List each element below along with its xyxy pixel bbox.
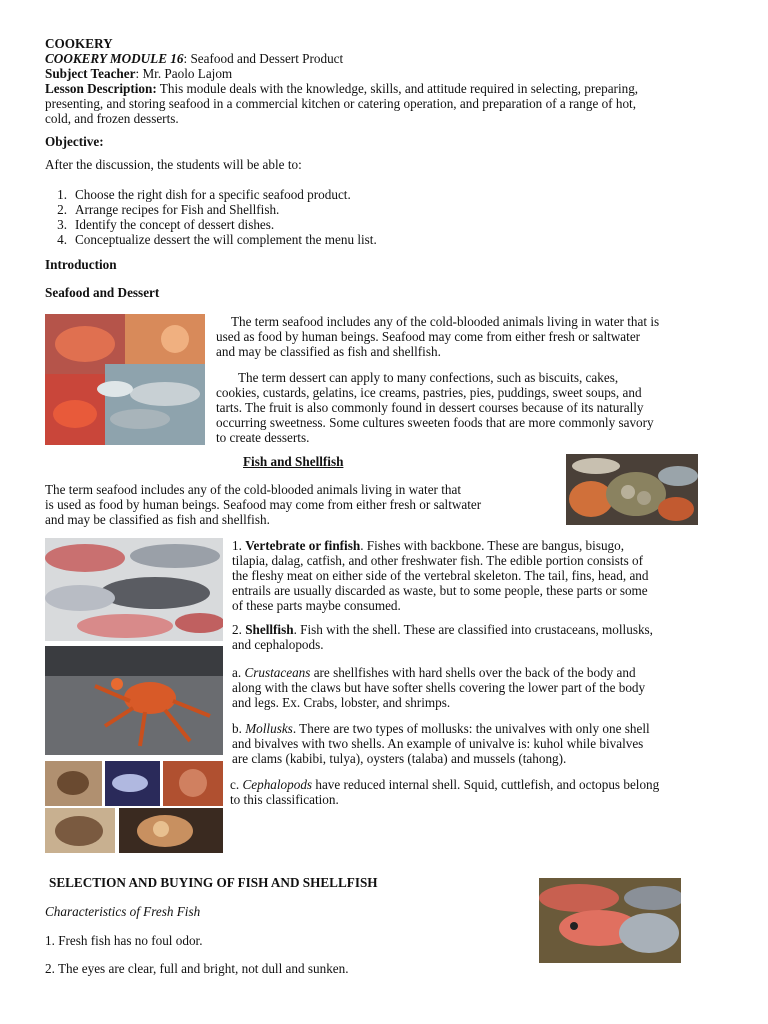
shellfish-platter-image: [566, 454, 698, 525]
module-label: COOKERY MODULE 16: [45, 51, 184, 66]
objective-list: [45, 187, 377, 247]
vertebrate-term: Vertebrate or finfish: [245, 538, 361, 553]
text-line: and may be classified as fish and shellfish.: [45, 512, 270, 527]
list-item: [45, 202, 377, 217]
lesson-text-2: presenting, and storing seafood in a commercial kitchen or catering operation, and preparation of a range of hot,: [45, 96, 637, 111]
selection-heading: SELECTION AND BUYING OF FISH AND SHELLFISH: [49, 875, 378, 890]
fresh-fish-item-2: 2. The eyes are clear, full and bright, not dull and sunken.: [45, 961, 349, 976]
item-prefix: b.: [232, 721, 242, 736]
cephalopods-term: Cephalopods: [242, 777, 313, 792]
list-number: 3.: [57, 217, 67, 232]
crustaceans-paragraph: [232, 665, 732, 710]
list-item: [45, 187, 377, 202]
seafood-dessert-heading: Seafood and Dessert: [45, 285, 160, 300]
fresh-fish-item-1: 1. Fresh fish has no foul odor.: [45, 933, 203, 948]
text-line: occurring sweetness. Some cultures sweeten foods that are more commonly savory: [216, 415, 654, 430]
text-line: entrails are usually discarded as waste, but to some people, these parts or some: [232, 583, 648, 598]
teacher-label: Subject Teacher: [45, 66, 136, 81]
list-item: [45, 217, 377, 232]
list-number: 1.: [57, 187, 67, 202]
item-prefix: a.: [232, 665, 242, 680]
item-prefix: c.: [230, 777, 240, 792]
module-title: : Seafood and Dessert Product: [183, 51, 344, 66]
document-subject: COOKERY: [45, 36, 113, 51]
cephalopods-paragraph: [230, 777, 730, 807]
text-line: to create desserts.: [216, 430, 310, 445]
list-item: [45, 232, 377, 247]
objective-heading: Objective:: [45, 134, 104, 149]
lesson-text-3: cold, and frozen desserts.: [45, 111, 179, 126]
fresh-fish-subheading: Characteristics of Fresh Fish: [45, 904, 201, 919]
text-line: the fleshy meat on either side of the vertebral skeleton. The tail, fins, head, and: [232, 568, 649, 583]
objective-intro: After the discussion, the students will be able to:: [45, 157, 302, 172]
text-line: and legs. Ex. Crabs, lobster, and shrimps.: [232, 695, 451, 710]
text-line: have reduced internal shell. Squid, cuttlefish, and octopus belong: [312, 777, 660, 792]
text-line: tarts. The fruit is also commonly found in dessert courses because of its naturally: [216, 400, 644, 415]
vertebrate-number: 1.: [232, 538, 242, 553]
shellfish-term: Shellfish: [245, 622, 294, 637]
text-line: cookies, custards, gelatins, ice creams, pastries, pies, puddings, sweet soups, and: [216, 385, 642, 400]
mollusks-paragraph: [232, 721, 732, 766]
list-number: 2.: [57, 202, 67, 217]
fresh-fish-image: [539, 878, 681, 963]
lesson-label: Lesson Description:: [45, 81, 157, 96]
text-line: are clams (kabibi, tulya), oysters (talaba) and mussels (tahong).: [232, 751, 567, 766]
lesson-description: [45, 81, 745, 126]
introduction-heading: Introduction: [45, 257, 117, 272]
seafood-assortment-image: [45, 314, 205, 445]
lesson-text-1: This module deals with the knowledge, skills, and attitude required in selecting, preparing,: [159, 81, 639, 96]
text-line: and bivalves with two shells. An example of univalve is: kuhol while bivalves: [232, 736, 644, 751]
text-line: . Fishes with backbone. These are bangus, bisugo,: [360, 538, 625, 553]
crustaceans-term: Crustaceans: [244, 665, 311, 680]
text-line: and cephalopods.: [232, 637, 324, 652]
text-line: . There are two types of mollusks: the univalves with only one shell: [292, 721, 650, 736]
list-text: Identify the concept of dessert dishes.: [75, 217, 275, 232]
text-line: The term seafood includes any of the cold-blooded animals living in water that is: [231, 314, 660, 329]
text-line: are shellfishes with hard shells over the back of the body and: [310, 665, 636, 680]
vertebrate-paragraph: [232, 538, 732, 613]
intro-paragraph-2: [216, 370, 726, 445]
list-number: 4.: [57, 232, 67, 247]
fish-shellfish-heading: Fish and Shellfish: [243, 454, 344, 469]
list-text: Arrange recipes for Fish and Shellfish.: [75, 202, 280, 217]
module-line: [45, 51, 343, 66]
list-text: Choose the right dish for a specific seafood product.: [75, 187, 351, 202]
teacher-name: : Mr. Paolo Lajom: [135, 66, 233, 81]
text-line: . Fish with the shell. These are classified into crustaceans, mollusks,: [293, 622, 653, 637]
mollusks-term: Mollusks: [245, 721, 293, 736]
crab-image: [45, 646, 223, 755]
shellfish-paragraph: [232, 622, 732, 652]
intro-paragraph-1: [216, 314, 726, 359]
text-line: tilapia, dalag, catfish, and other freshwater fish. The edible portion consists of: [232, 553, 644, 568]
text-line: used as food by human beings. Seafood may come from either fresh or saltwater: [216, 329, 641, 344]
text-line: is used as food by human beings. Seafood may come from either fresh or saltwater: [45, 497, 482, 512]
shellfish-number: 2.: [232, 622, 242, 637]
mollusk-collage-image: [45, 761, 223, 853]
teacher-line: [45, 66, 232, 81]
text-line: and may be classified as fish and shellfish.: [216, 344, 441, 359]
text-line: The term seafood includes any of the cold-blooded animals living in water that: [45, 482, 462, 497]
text-line: along with the claws but have softer shells covering the lower part of the body: [232, 680, 646, 695]
fish-shellfish-paragraph: [45, 482, 555, 527]
text-line: to this classification.: [230, 792, 339, 807]
text-line: of these parts maybe consumed.: [232, 598, 401, 613]
text-line: The term dessert can apply to many confections, such as biscuits, cakes,: [238, 370, 619, 385]
list-text: Conceptualize dessert the will complement the menu list.: [75, 232, 377, 247]
fish-on-ice-image: [45, 538, 223, 641]
